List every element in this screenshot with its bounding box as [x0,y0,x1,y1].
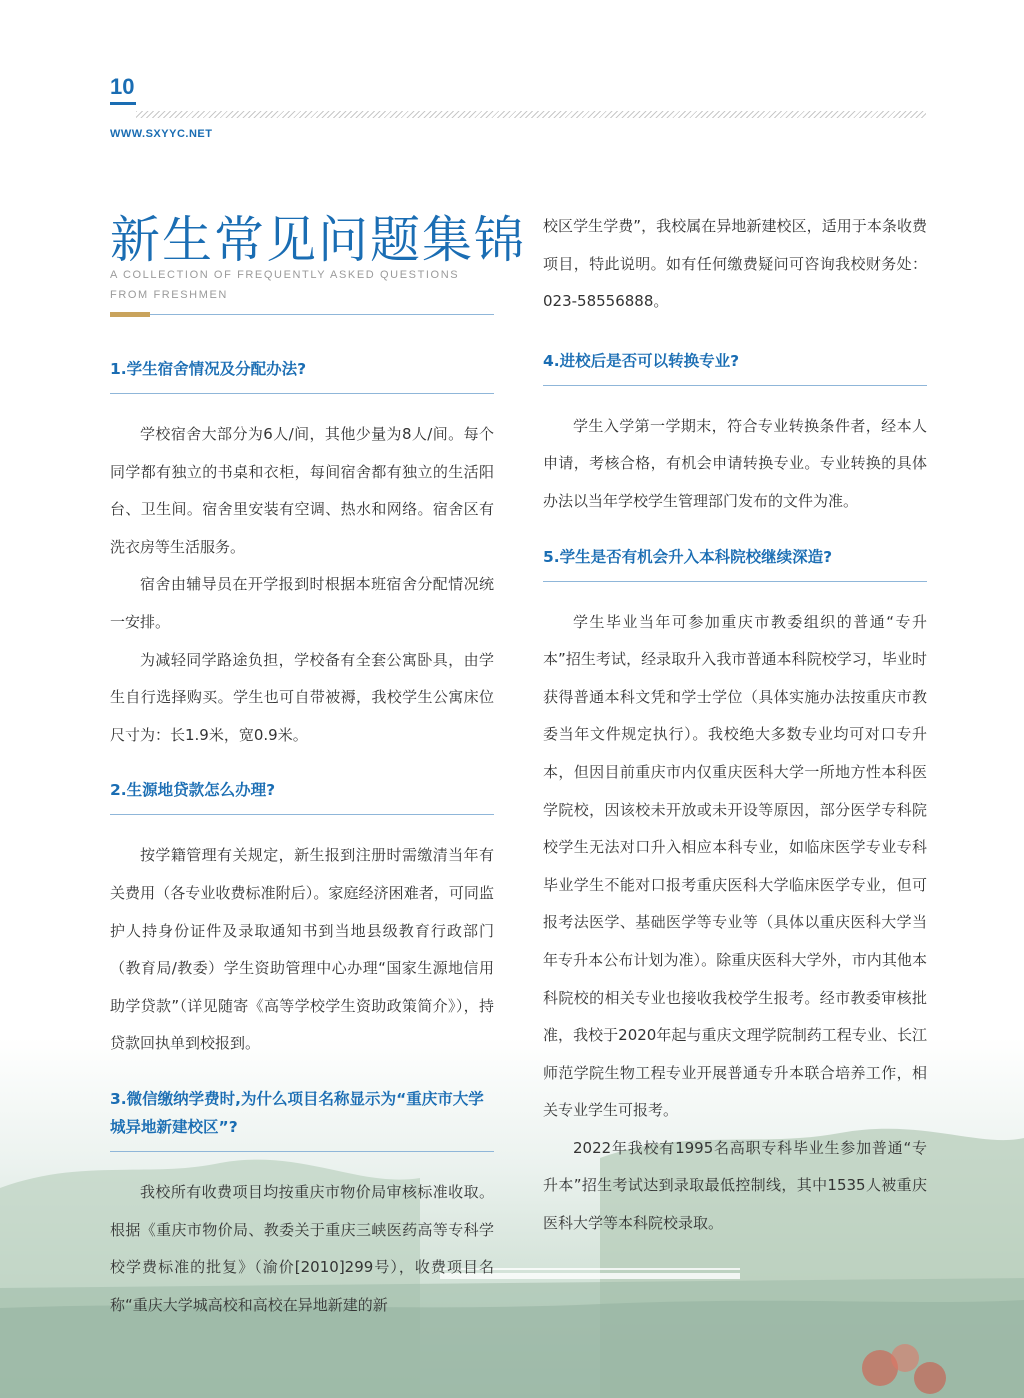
header-divider [136,111,926,118]
faq-section-4 [543,347,927,521]
right-column [543,208,927,1265]
title-divider [110,314,494,315]
faq-question-1: 1.学生宿舍情况及分配办法? [110,355,494,394]
faq-answer-paragraph: 学生入学第一学期末，符合专业转换条件者，经本人申请，考核合格，有机会申请转换专业。专业转换的具体办法以当年学校学生管理部门发布的文件为准。 [543,416,927,510]
faq-answer-paragraph: 按学籍管理有关规定，新生报到注册时需缴清当年有关费用（各专业收费标准附后）。家庭经济困难者，可同监护人持身份证件及录取通知书到当地县级教育行政部门（教育局/教委）学生资助管理中心办理“国家生源地信用助学贷款”（详见随寄《高等学校学生资助政策简介》），持贷款回执单到校报到。 [110,846,494,1053]
page-subtitle: A COLLECTION OF FREQUENTLY ASKED QUESTIONS FROM FRESHMEN [110,269,460,301]
faq-section-3-continued [543,208,927,321]
faq-answer-paragraph: 为减轻同学路途负担，学校备有全套公寓卧具，由学生自行选择购买。学生也可自带被褥，我校学生公寓床位尺寸为：长1.9米，宽0.9米。 [110,650,494,744]
faq-question-4: 4.进校后是否可以转换专业? [543,347,927,386]
faq-section-3 [110,1085,494,1324]
faq-section-5 [543,543,927,1243]
faq-answer-paragraph-continued: 校区学生学费”，我校属在异地新建校区，适用于本条收费项目，特此说明。如有任何缴费疑问可咨询我校财务处：023-58556888。 [543,217,927,311]
faq-answer-paragraph: 学校宿舍大部分为6人/间，其他少量为8人/间。每个同学都有独立的书桌和衣柜，每间宿舍都有独立的生活阳台、卫生间。宿舍里安装有空调、热水和网络。宿舍区有洗衣房等生活服务。 [110,425,494,556]
page-number-underline [110,102,136,105]
page-number: 10 [110,74,135,99]
faq-question-3: 3.微信缴纳学费时,为什么项目名称显示为“重庆市大学城异地新建校区”? [110,1085,494,1152]
faq-answer-paragraph: 我校所有收费项目均按重庆市物价局审核标准收取。根据《重庆市物价局、教委关于重庆三峡医药高等专科学校学费标准的批复》（渝价[2010]299号），收费项目名称“重庆大学城高校和高校在异地新建的新 [110,1182,494,1314]
title-accent-bar [110,312,150,317]
faq-answer-paragraph: 2022年我校有1995名高职专科毕业生参加普通“专升本”招生考试达到录取最低控制线，其中1535人被重庆医科大学等本科院校录取。 [543,1138,927,1233]
page-title: 新生常见问题集锦 [110,211,526,269]
left-column [110,355,494,1346]
faq-question-2: 2.生源地贷款怎么办理? [110,776,494,815]
faq-answer-paragraph: 宿舍由辅导员在开学报到时根据本班宿舍分配情况统一安排。 [110,575,494,631]
faq-answer-paragraph: 学生毕业当年可参加重庆市教委组织的普通“专升本”招生考试，经录取升入我市普通本科院校学习，毕业时获得普通本科文凭和学士学位（具体实施办法按重庆市教委当年文件规定执行）。我校绝大多数专业均可对口专升本，但因目前重庆市内仅重庆医科大学一所地方性本科医学院校，因该校未开放或未开设等原因，部分医学专科院校学生无法对口升入相应本科专业，如临床医学专业专科毕业学生不能对口报考重庆医科大学临床医学专业，但可报考法医学、基础医学等专业等（具体以重庆医科大学当年专升本公布计划为准）。除重庆医科大学外，市内其他本科院校的相关专业也接收我校学生报考。经市教委审核批准，我校于2020年起与重庆文理学院制药工程专业、长江师范学院生物工程专业开展普通专升本联合培养工作，相关专业学生可报考。 [543,612,927,1120]
faq-section-1 [110,355,494,754]
faq-question-5: 5.学生是否有机会升入本科院校继续深造? [543,543,927,582]
faq-section-2 [110,776,494,1063]
website-url: WWW.SXYYC.NET [110,128,213,140]
